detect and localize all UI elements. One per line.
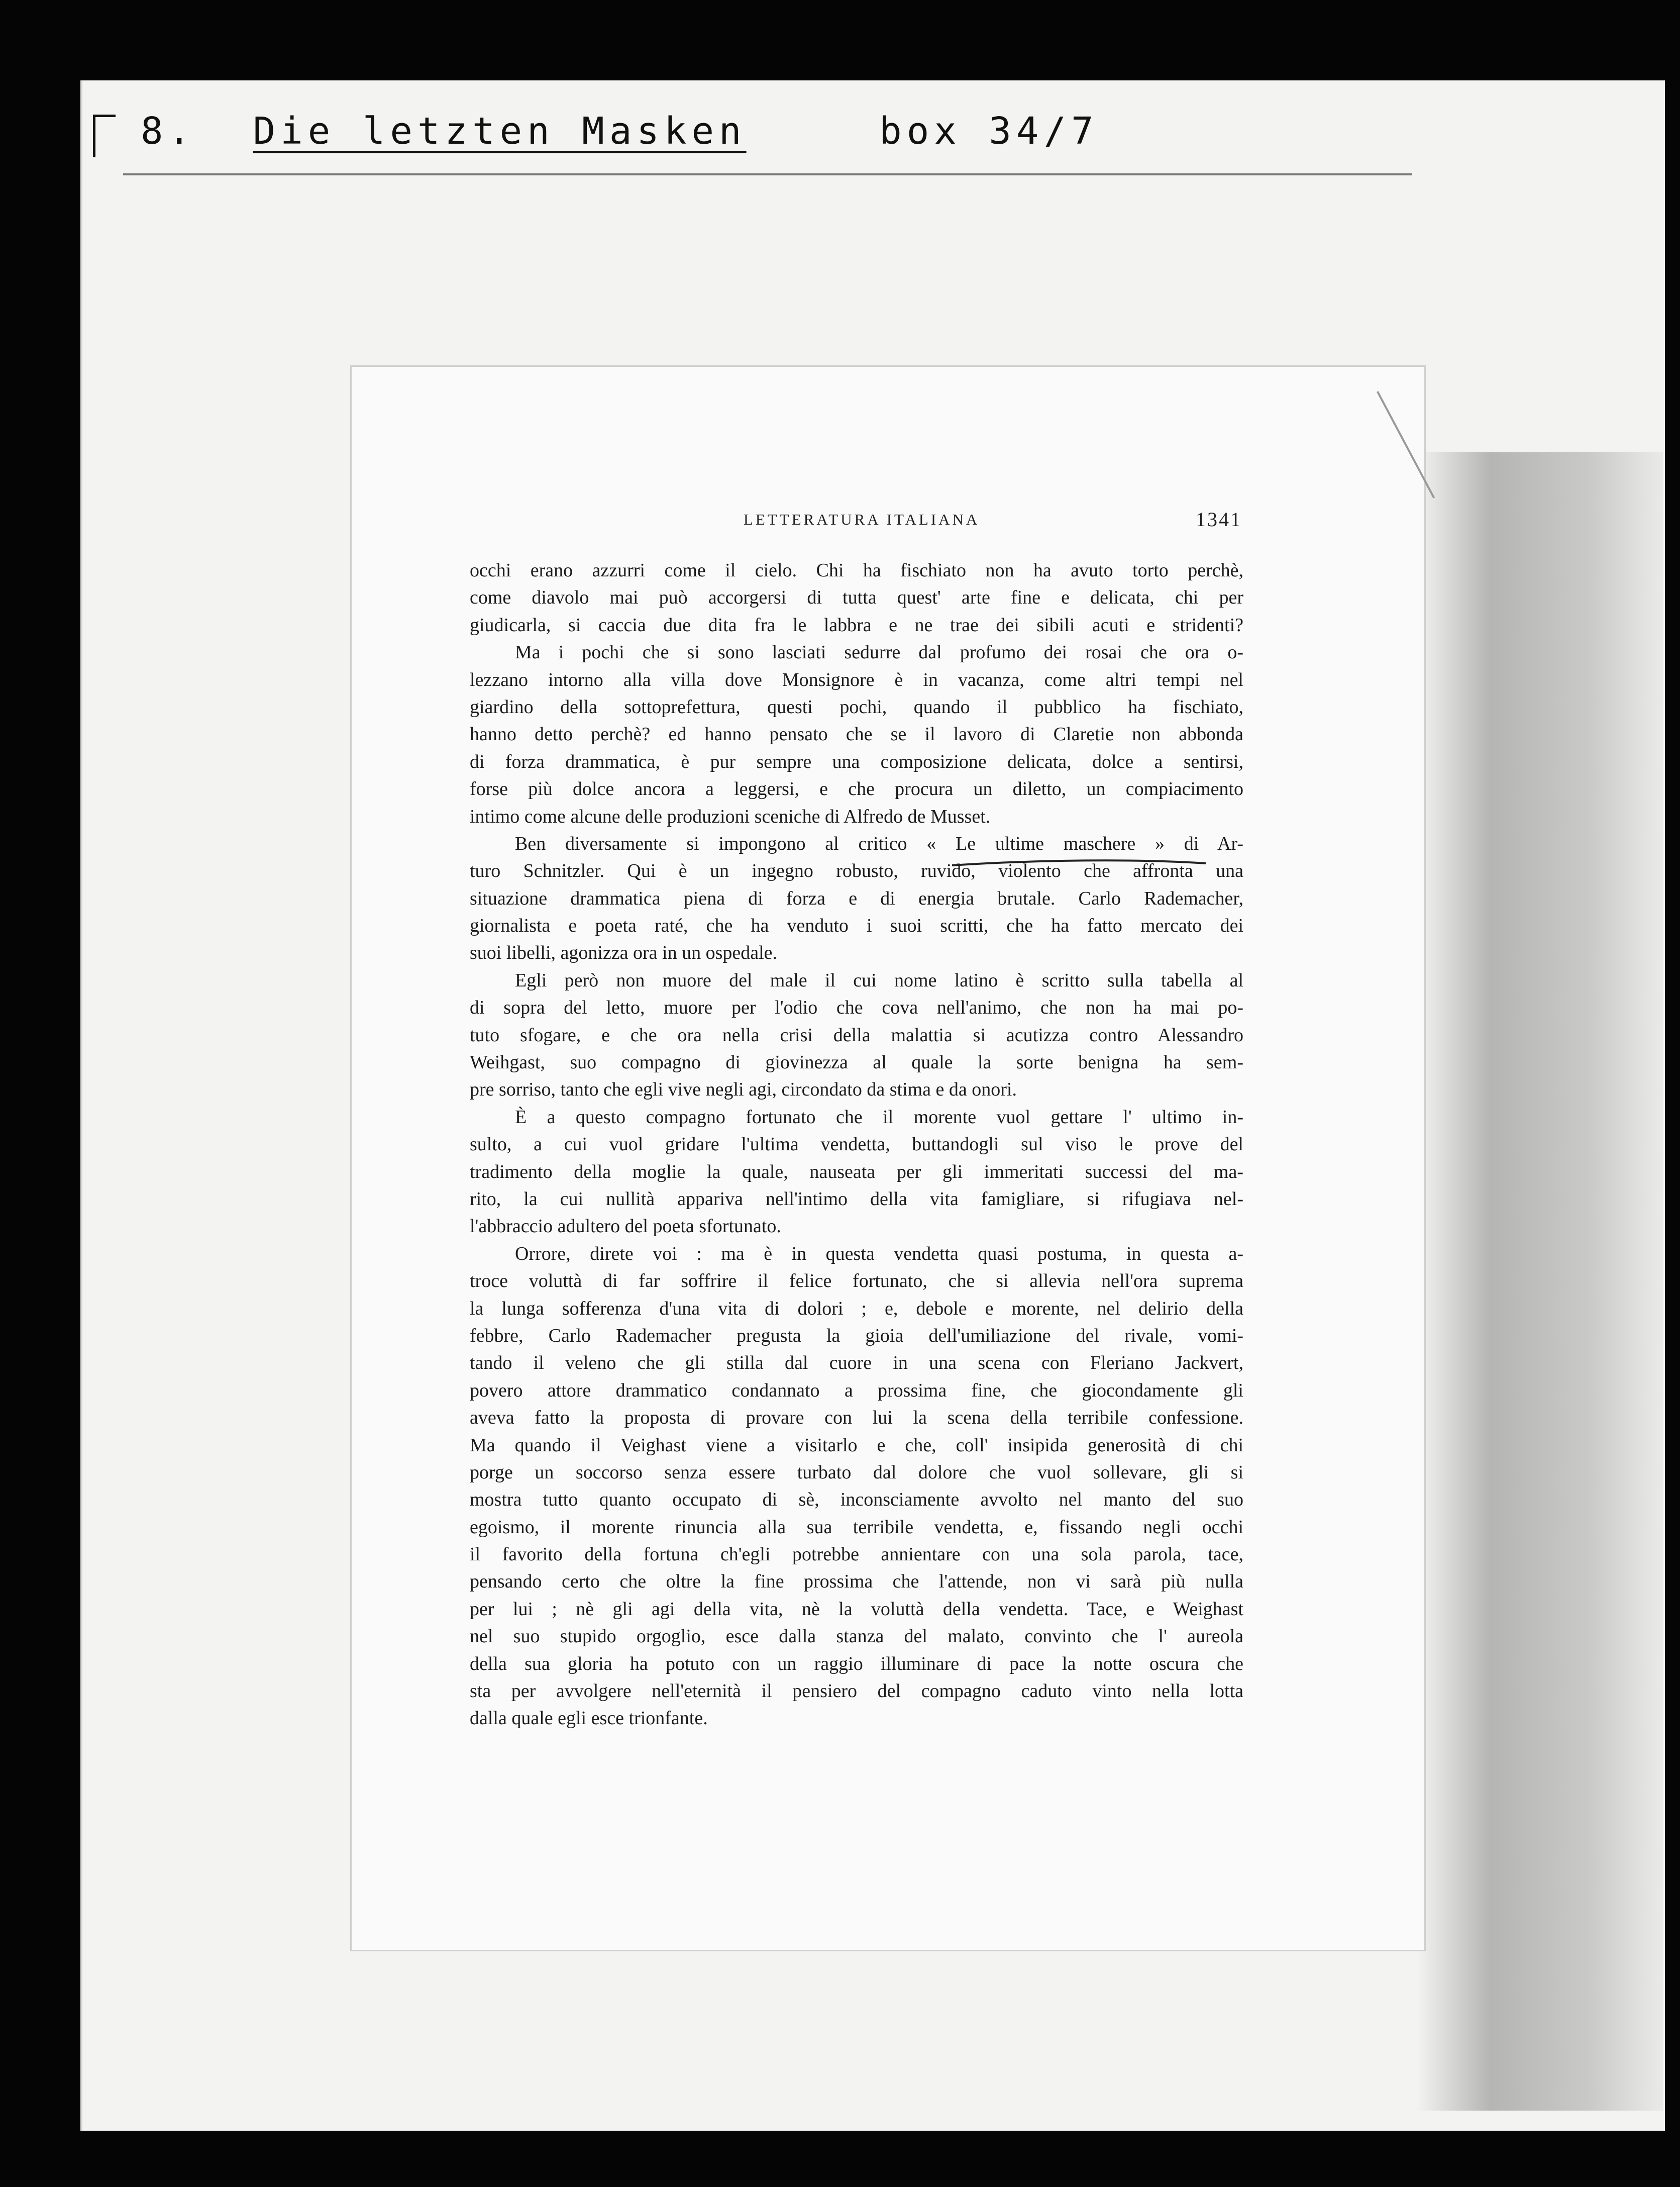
- text-line: mostra tutto quanto occupato di sè, inconsciamente avvolto nel manto del suo: [470, 1489, 1243, 1511]
- text-line: come diavolo mai può accorgersi di tutta quest' arte fine e delicata, chi per: [470, 587, 1243, 609]
- text-line: lezzano intorno alla villa dove Monsignore è in vacanza, come altri tempi nel: [470, 669, 1243, 690]
- text-line: tando il veleno che gli stilla dal cuore in una scena con Fleriano Jackvert,: [470, 1352, 1243, 1374]
- text-line: Egli però non muore del male il cui nome latino è scritto sulla tabella al: [515, 969, 1243, 991]
- text-line: Ben diversamente si impongono al critico « Le ultime maschere » di Ar-: [515, 833, 1243, 854]
- text-line: Weihgast, suo compagno di giovinezza al quale la sorte benigna ha sem-: [470, 1052, 1243, 1073]
- label-title: Die letzten Masken: [253, 110, 747, 153]
- text-line: tuto sfogare, e che ora nella crisi della malattia si acutizza contro Alessandro: [470, 1024, 1243, 1046]
- text-line: tradimento della moglie la quale, nauseata per gli immeritati successi del ma-: [470, 1161, 1243, 1182]
- text-line: occhi erano azzurri come il cielo. Chi ha fischiato non ha avuto torto perchè,: [470, 560, 1243, 581]
- text-line: rito, la cui nullità appariva nell'intimo della vita famigliare, si rifugiava nel-: [470, 1188, 1243, 1210]
- text-line: dalla quale egli esce trionfante.: [470, 1708, 708, 1729]
- text-line: Orrore, direte voi : ma è in questa vendetta quasi postuma, in questa a-: [515, 1243, 1243, 1264]
- text-line: pensando certo che oltre la fine prossima che l'attende, non vi sarà più nulla: [470, 1571, 1243, 1593]
- text-line: la lunga sofferenza d'una vita di dolori ; e, debole e morente, nel delirio della: [470, 1298, 1243, 1319]
- text-line: l'abbraccio adultero del poeta sfortunato.: [470, 1216, 781, 1237]
- text-line: situazione drammatica piena di forza e di energia brutale. Carlo Rademacher,: [470, 887, 1243, 909]
- text-line: febbre, Carlo Rademacher pregusta la gioia dell'umiliazione del rivale, vomi-: [470, 1325, 1243, 1346]
- text-line: il favorito della fortuna ch'egli potrebbe annientare con una sola parola, tace,: [470, 1544, 1243, 1565]
- text-line: È a questo compagno fortunato che il morente vuol gettare l' ultimo in-: [515, 1106, 1243, 1128]
- text-line: troce voluttà di far soffrire il felice fortunato, che si allevia nell'ora suprema: [470, 1270, 1243, 1292]
- text-line: hanno detto perchè? ed hanno pensato che se il lavoro di Claretie non abbonda: [470, 724, 1243, 745]
- text-line: porge un soccorso senza essere turbato dal dolore che vuol sollevare, gli si: [470, 1461, 1243, 1483]
- label-number: 8.: [141, 110, 196, 153]
- text-line: egoismo, il morente rinuncia alla sua terribile vendetta, e, fissando negli occhi: [470, 1516, 1243, 1538]
- text-line: giudicarla, si caccia due dita fra le labbra e ne trae dei sibili acuti e stridenti?: [470, 614, 1243, 636]
- text-line: sta per avvolgere nell'eternità il pensiero del compagno caduto vinto nella lotta: [470, 1680, 1243, 1702]
- text-line: di forza drammatica, è pur sempre una composizione delicata, dolce a sentirsi,: [470, 751, 1243, 772]
- text-line: giardino della sottoprefettura, questi pochi, quando il pubblico ha fischiato,: [470, 696, 1243, 718]
- text-line: suoi libelli, agonizza ora in un ospedale.: [470, 942, 778, 964]
- text-line: nel suo stupido orgoglio, esce dalla stanza del malato, convinto che l' aureola: [470, 1626, 1243, 1647]
- text-line: di sopra del letto, muore per l'odio che cova nell'animo, che non ha mai po-: [470, 997, 1243, 1019]
- text-line: intimo come alcune delle produzioni sceniche di Alfredo de Musset.: [470, 806, 991, 827]
- text-line: per lui ; nè gli agi della vita, nè la voluttà della vendetta. Tace, e Weighast: [470, 1598, 1243, 1620]
- text-line: della sua gloria ha potuto con un raggio illuminare di pace la notte oscura che: [470, 1653, 1243, 1674]
- text-line: Ma quando il Veighast viene a visitarlo e che, coll' insipida generosità di chi: [470, 1434, 1243, 1456]
- running-head: LETTERATURA ITALIANA: [744, 511, 980, 528]
- label-box: box 34/7: [879, 110, 1099, 153]
- page-number: 1341: [1196, 508, 1242, 531]
- text-line: giornalista e poeta raté, che ha venduto i suoi scritti, che ha fatto mercato dei: [470, 915, 1243, 937]
- text-line: Ma i pochi che si sono lasciati sedurre dal profumo dei rosai che ora o-: [515, 642, 1243, 663]
- text-line: povero attore drammatico condannato a prossima fine, che giocondamente gli: [470, 1379, 1243, 1401]
- text-line: aveva fatto la proposta di provare con lui la scena della terribile confessione.: [470, 1407, 1243, 1429]
- text-line: turo Schnitzler. Qui è un ingegno robusto, ruvido, violento che affronta una: [470, 860, 1243, 882]
- text-line: sulto, a cui vuol gridare l'ultima vendetta, buttandogli sul viso le prove del: [470, 1134, 1243, 1155]
- text-line: pre sorriso, tanto che egli vive negli agi, circondato da stima e da onori.: [470, 1079, 1017, 1101]
- text-line: forse più dolce ancora a leggersi, e che procura un diletto, un compiacimento: [470, 778, 1243, 800]
